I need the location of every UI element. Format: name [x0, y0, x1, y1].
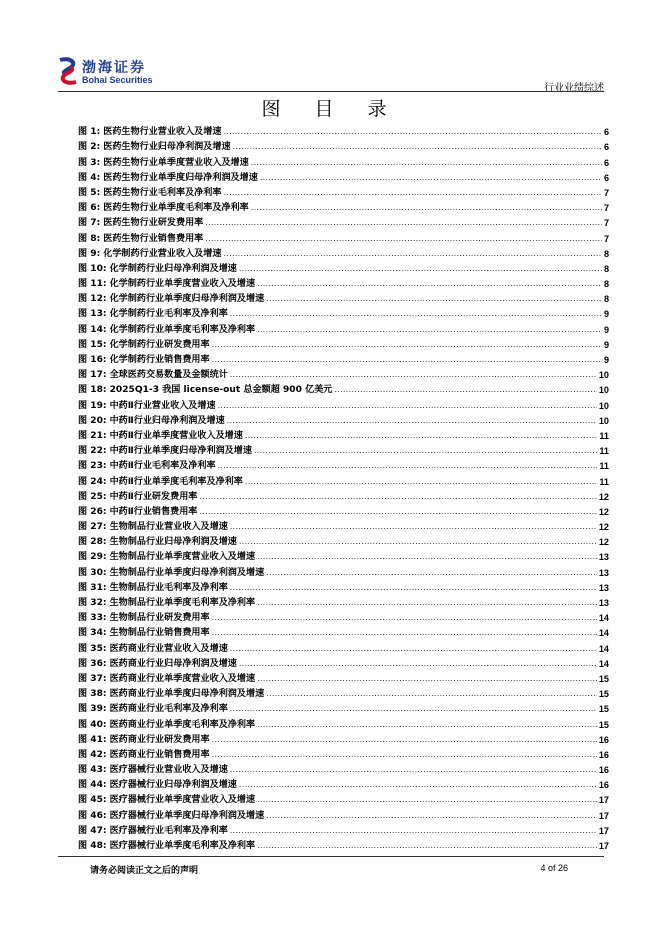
toc-entry-label: 医药生物行业销售费用率	[103, 233, 204, 244]
toc-entry-number: 图 17:	[78, 370, 107, 381]
toc-leader-dots	[245, 476, 598, 488]
toc-leader-dots	[257, 840, 597, 852]
toc-entry-label: 化学制药行业营业收入及增速	[103, 248, 222, 259]
toc-entry-page: 16	[598, 749, 609, 760]
toc-entry-page: 13	[598, 567, 609, 578]
toc-leader-dots	[223, 187, 601, 199]
page-number: 4 of 26	[540, 863, 568, 873]
toc-entry-label: 生物制品行业归母净利润及增速	[109, 537, 237, 548]
toc-entry-number: 图 37:	[78, 673, 107, 684]
toc-entry-label: 中药Ⅱ行业研发费用率	[109, 491, 198, 502]
toc-entry[interactable]	[78, 169, 609, 184]
toc-leader-dots	[257, 794, 597, 806]
toc-entry-page: 13	[598, 582, 609, 593]
toc-leader-dots	[223, 126, 601, 138]
toc-entry-number: 图 4:	[78, 172, 101, 183]
toc-entry-label: 生物制品行业销售费用率	[109, 628, 210, 639]
toc-entry-number: 图 5:	[78, 187, 101, 198]
toc-entry-page: 10	[598, 385, 609, 396]
toc-leader-dots	[230, 369, 597, 381]
toc-leader-dots	[239, 658, 597, 670]
toc-leader-dots	[251, 202, 602, 214]
toc-leader-dots	[199, 506, 596, 518]
toc-leader-dots	[199, 491, 596, 503]
toc-entry-label: 医疗器械行业毛利率及净利率	[109, 825, 228, 836]
toc-entry-number: 图 24:	[78, 476, 107, 487]
bohai-logo	[56, 57, 186, 89]
toc-entry[interactable]	[78, 214, 609, 229]
toc-entry-label: 医疗器械行业单季度营业收入及增速	[109, 795, 256, 806]
toc-leader-dots	[245, 430, 598, 442]
toc-entry[interactable]	[78, 503, 609, 518]
toc-entry-page: 16	[598, 780, 609, 791]
toc-entry-label: 中药Ⅱ行业单季度归母净利润及增速	[109, 446, 252, 457]
toc-entry-label: 医药商业行业毛利率及净利率	[109, 704, 228, 715]
toc-entry-page: 7	[603, 218, 609, 229]
toc-entry[interactable]	[78, 123, 609, 138]
toc-entry-page: 15	[598, 689, 609, 700]
toc-entry-page: 9	[603, 339, 609, 350]
toc-leader-dots	[205, 233, 602, 245]
toc-entry-page: 9	[603, 324, 609, 335]
toc-entry[interactable]	[78, 351, 609, 366]
toc-entry-label: 化学制药行业归母净利润及增速	[109, 263, 237, 274]
toc-entry-label: 医药生物行业单季度毛利率及净利率	[103, 203, 249, 214]
toc-entry[interactable]	[78, 685, 609, 700]
toc-entry[interactable]	[78, 837, 609, 852]
toc-entry-label: 中药Ⅱ行业归母净利润及增速	[109, 415, 225, 426]
toc-entry-label: 生物制品行业营业收入及增速	[109, 522, 228, 533]
figure-list	[78, 123, 609, 852]
toc-entry-label: 医药商业行业销售费用率	[109, 749, 210, 760]
toc-entry[interactable]	[78, 245, 609, 260]
toc-entry-label: 医药生物行业单季度归母净利润及增速	[103, 172, 258, 183]
toc-entry[interactable]	[78, 670, 609, 685]
toc-entry-label: 中药Ⅱ行业销售费用率	[109, 506, 198, 517]
toc-leader-dots	[257, 324, 602, 336]
toc-entry-label: 医药商业行业研发费用率	[109, 734, 210, 745]
toc-entry-page: 6	[603, 172, 609, 183]
toc-entry-number: 图 14:	[78, 324, 107, 335]
toc-entry-page: 12	[598, 491, 609, 502]
toc-entry-page: 8	[603, 279, 609, 290]
toc-entry[interactable]	[78, 138, 609, 153]
toc-entry-label: 中药Ⅱ行业营业收入及增速	[109, 400, 216, 411]
toc-entry-page: 17	[598, 841, 609, 851]
toc-entry-label: 生物制品行业研发费用率	[109, 613, 210, 624]
toc-entry-number: 图 11:	[78, 279, 107, 290]
toc-entry[interactable]	[78, 199, 609, 214]
toc-entry-number: 图 1:	[78, 127, 101, 138]
toc-leader-dots	[257, 719, 597, 731]
toc-entry-number: 图 23:	[78, 461, 107, 472]
toc-entry[interactable]	[78, 260, 609, 275]
toc-entry[interactable]	[78, 579, 609, 594]
toc-leader-dots	[254, 445, 597, 457]
toc-entry-page: 14	[598, 658, 609, 669]
toc-entry-page: 15	[598, 673, 609, 684]
toc-leader-dots	[233, 141, 602, 153]
toc-entry-page: 15	[598, 704, 609, 715]
toc-leader-dots	[230, 825, 597, 837]
toc-leader-dots	[257, 278, 602, 290]
toc-leader-dots	[212, 612, 597, 624]
toc-entry-number: 图 36:	[78, 658, 107, 669]
toc-entry-number: 图 13:	[78, 309, 107, 320]
toc-entry-label: 医药商业行业营业收入及增速	[109, 643, 228, 654]
toc-entry-page: 15	[598, 719, 609, 730]
toc-entry-number: 图 32:	[78, 598, 107, 608]
toc-leader-dots	[239, 263, 602, 275]
toc-entry-number: 图 30:	[78, 567, 107, 578]
toc-entry-label: 生物制品行业单季度归母净利润及增速	[109, 567, 265, 578]
toc-entry-number: 图 33:	[78, 613, 107, 624]
toc-entry[interactable]	[78, 427, 609, 442]
toc-entry-label: 中药Ⅱ行业单季度毛利率及净利率	[109, 476, 243, 487]
toc-leader-dots	[230, 764, 597, 776]
toc-entry-page: 11	[599, 430, 609, 441]
toc-entry-page: 10	[598, 400, 609, 411]
toc-entry-label: 化学制药行业单季度毛利率及净利率	[109, 324, 256, 335]
toc-entry[interactable]	[78, 518, 609, 533]
toc-entry-page: 12	[598, 537, 609, 548]
toc-entry[interactable]	[78, 153, 609, 168]
toc-entry-label: 医药商业行业单季度毛利率及净利率	[109, 719, 256, 730]
header-rule	[58, 91, 604, 92]
toc-entry-number: 图 40:	[78, 719, 107, 730]
toc-entry-label: 医疗器械行业归母净利润及增速	[109, 780, 237, 791]
toc-entry-page: 8	[603, 248, 609, 259]
toc-leader-dots	[223, 248, 601, 260]
toc-entry-number: 图 21:	[78, 430, 107, 441]
toc-entry-number: 图 22:	[78, 446, 107, 457]
toc-entry-page: 12	[598, 506, 609, 517]
toc-entry[interactable]	[78, 655, 609, 670]
toc-entry-number: 图 45:	[78, 795, 107, 806]
toc-entry[interactable]	[78, 548, 609, 563]
toc-entry-number: 图 29:	[78, 552, 107, 563]
toc-entry-label: 生物制品行业单季度营业收入及增速	[109, 552, 256, 563]
toc-leader-dots	[266, 293, 602, 305]
toc-entry-label: 化学制药行业研发费用率	[109, 339, 210, 350]
toc-entry-number: 图 44:	[78, 780, 107, 791]
toc-leader-dots	[334, 384, 596, 396]
toc-entry-label: 化学制药行业毛利率及净利率	[109, 309, 228, 320]
toc-entry[interactable]	[78, 381, 609, 396]
toc-entry-label: 医药商业行业归母净利润及增速	[109, 658, 237, 669]
toc-entry-page: 9	[603, 355, 609, 365]
page-header	[0, 0, 662, 100]
toc-entry-page: 17	[598, 810, 609, 821]
toc-entry-page: 10	[598, 370, 609, 381]
toc-leader-dots	[257, 673, 597, 685]
toc-entry-page: 12	[598, 522, 609, 533]
toc-entry[interactable]	[78, 533, 609, 548]
toc-entry-label: 医药商业行业单季度归母净利润及增速	[109, 689, 265, 700]
toc-leader-dots	[230, 308, 602, 320]
toc-entry-page: 6	[603, 142, 609, 153]
toc-leader-dots	[251, 157, 602, 169]
toc-entry[interactable]	[78, 366, 609, 381]
logo-english-name: Bohai Securities	[82, 75, 153, 85]
disclaimer-note: 请务必阅读正文之后的声明	[90, 866, 199, 876]
toc-entry-label: 生物制品行业毛利率及净利率	[109, 582, 228, 593]
toc-leader-dots	[218, 460, 598, 472]
toc-entry-page: 7	[603, 203, 609, 214]
toc-entry[interactable]	[78, 290, 609, 305]
toc-leader-dots	[239, 536, 597, 548]
toc-leader-dots	[230, 521, 597, 533]
toc-entry-label: 中药Ⅱ行业毛利率及净利率	[109, 461, 216, 472]
toc-entry[interactable]	[78, 761, 609, 776]
toc-entry[interactable]	[78, 731, 609, 746]
toc-entry-number: 图 46:	[78, 810, 107, 821]
toc-entry[interactable]	[78, 184, 609, 199]
toc-leader-dots	[266, 810, 597, 822]
toc-entry[interactable]	[78, 806, 609, 821]
toc-entry-page: 6	[603, 157, 609, 168]
toc-entry-page: 11	[599, 476, 609, 487]
toc-entry-number: 图 48:	[78, 841, 107, 851]
toc-leader-dots	[212, 627, 597, 639]
toc-entry-page: 8	[603, 294, 609, 305]
toc-entry-label: 化学制药行业单季度归母净利润及增速	[109, 294, 265, 305]
toc-entry-number: 图 35:	[78, 643, 107, 654]
toc-entry-number: 图 34:	[78, 628, 107, 639]
toc-entry-number: 图 18:	[78, 385, 107, 396]
toc-leader-dots	[230, 703, 597, 715]
toc-entry-number: 图 42:	[78, 749, 107, 760]
toc-entry-page: 14	[598, 643, 609, 654]
toc-entry-page: 7	[603, 233, 609, 244]
page-title: 图 目 录	[261, 98, 401, 120]
toc-leader-dots	[212, 354, 602, 366]
toc-entry-number: 图 8:	[78, 233, 101, 244]
toc-entry-label: 医疗器械行业营业收入及增速	[109, 765, 228, 776]
toc-leader-dots	[266, 567, 597, 579]
toc-entry-page: 16	[598, 734, 609, 745]
toc-leader-dots	[218, 400, 597, 412]
toc-entry[interactable]	[78, 412, 609, 427]
toc-entry-number: 图 20:	[78, 415, 107, 426]
toc-entry[interactable]	[78, 396, 609, 411]
toc-leader-dots	[257, 551, 597, 563]
toc-entry-number: 图 47:	[78, 825, 107, 836]
toc-entry-label: 医药生物行业毛利率及净利率	[103, 187, 222, 198]
toc-leader-dots	[212, 734, 597, 746]
bohai-logo-mark-icon	[56, 57, 80, 85]
toc-entry-label: 化学制药行业单季度营业收入及增速	[109, 279, 256, 290]
toc-entry-page: 9	[603, 309, 609, 320]
toc-entry-label: 生物制品行业单季度毛利率及净利率	[109, 598, 256, 608]
toc-entry-number: 图 15:	[78, 339, 107, 350]
toc-entry-page: 13	[598, 598, 609, 608]
toc-entry-page: 17	[598, 825, 609, 836]
toc-leader-dots	[230, 643, 597, 655]
toc-entry[interactable]	[78, 457, 609, 472]
toc-entry-number: 图 39:	[78, 704, 107, 715]
toc-entry-label: 医药生物行业单季度营业收入及增速	[103, 157, 249, 168]
toc-entry-page: 8	[603, 263, 609, 274]
toc-entry[interactable]	[78, 715, 609, 730]
toc-entry-number: 图 41:	[78, 734, 107, 745]
toc-entry-label: 2025Q1-3 我国 license-out 总金额超 900 亿美元	[109, 385, 333, 396]
toc-entry-number: 图 9:	[78, 248, 101, 259]
toc-entry-page: 11	[599, 461, 609, 472]
toc-entry-number: 图 2:	[78, 142, 101, 153]
toc-entry[interactable]	[78, 639, 609, 654]
toc-entry[interactable]	[78, 700, 609, 715]
toc-entry-label: 化学制药行业销售费用率	[109, 355, 210, 365]
toc-entry-number: 图 38:	[78, 689, 107, 700]
toc-entry[interactable]	[78, 822, 609, 837]
toc-entry-number: 图 10:	[78, 263, 107, 274]
toc-entry-label: 全球医药交易数量及金额统计	[109, 370, 228, 381]
toc-entry[interactable]	[78, 746, 609, 761]
toc-entry[interactable]	[78, 320, 609, 335]
toc-entry[interactable]	[78, 336, 609, 351]
toc-entry[interactable]	[78, 624, 609, 639]
toc-entry-page: 11	[599, 446, 609, 457]
toc-entry[interactable]	[78, 229, 609, 244]
toc-leader-dots	[227, 415, 597, 427]
toc-entry-page: 10	[598, 415, 609, 426]
toc-leader-dots	[239, 779, 597, 791]
toc-entry[interactable]	[78, 791, 609, 806]
footer-rule	[58, 856, 604, 857]
toc-entry[interactable]	[78, 776, 609, 791]
toc-entry-label: 医药生物行业研发费用率	[103, 218, 204, 229]
toc-entry-page: 14	[598, 628, 609, 639]
toc-entry-page: 13	[598, 552, 609, 563]
toc-leader-dots	[230, 582, 597, 594]
toc-entry-number: 图 3:	[78, 157, 101, 168]
toc-entry-label: 医疗器械行业单季度归母净利润及增速	[109, 810, 265, 821]
toc-leader-dots	[212, 749, 597, 761]
report-type: 行业业绩综述	[544, 83, 604, 94]
toc-entry-number: 图 28:	[78, 537, 107, 548]
toc-entry[interactable]	[78, 275, 609, 290]
toc-entry-number: 图 16:	[78, 355, 107, 365]
toc-entry-label: 中药Ⅱ行业单季度营业收入及增速	[109, 430, 243, 441]
toc-leader-dots	[212, 339, 602, 351]
toc-entry-label: 医药生物行业营业收入及增速	[103, 127, 222, 138]
toc-entry-number: 图 43:	[78, 765, 107, 776]
toc-leader-dots	[257, 597, 597, 609]
toc-entry-page: 16	[598, 765, 609, 776]
toc-entry-page: 7	[603, 187, 609, 198]
toc-entry-number: 图 12:	[78, 294, 107, 305]
toc-entry-page: 14	[598, 613, 609, 624]
toc-leader-dots	[266, 688, 597, 700]
toc-entry[interactable]	[78, 609, 609, 624]
toc-leader-dots	[205, 217, 602, 229]
toc-entry-number: 图 31:	[78, 582, 107, 593]
toc-entry[interactable]	[78, 442, 609, 457]
toc-entry-number: 图 26:	[78, 506, 107, 517]
toc-entry-number: 图 7:	[78, 218, 101, 229]
toc-entry[interactable]	[78, 305, 609, 320]
toc-entry-number: 图 19:	[78, 400, 107, 411]
toc-leader-dots	[260, 172, 602, 184]
toc-entry-number: 图 27:	[78, 522, 107, 533]
toc-entry[interactable]	[78, 594, 609, 609]
toc-entry-label: 医药生物行业归母净利润及增速	[103, 142, 231, 153]
toc-entry[interactable]	[78, 472, 609, 487]
toc-entry-number: 图 25:	[78, 491, 107, 502]
toc-entry-page: 6	[603, 127, 609, 138]
toc-entry-page: 17	[598, 795, 609, 806]
toc-entry-number: 图 6:	[78, 203, 101, 214]
toc-entry-label: 医药商业行业单季度营业收入及增速	[109, 673, 256, 684]
toc-entry-label: 医疗器械行业单季度毛利率及净利率	[109, 841, 256, 851]
toc-entry[interactable]	[78, 563, 609, 578]
logo-chinese-name: 渤海证券	[82, 60, 146, 76]
toc-entry[interactable]	[78, 488, 609, 503]
